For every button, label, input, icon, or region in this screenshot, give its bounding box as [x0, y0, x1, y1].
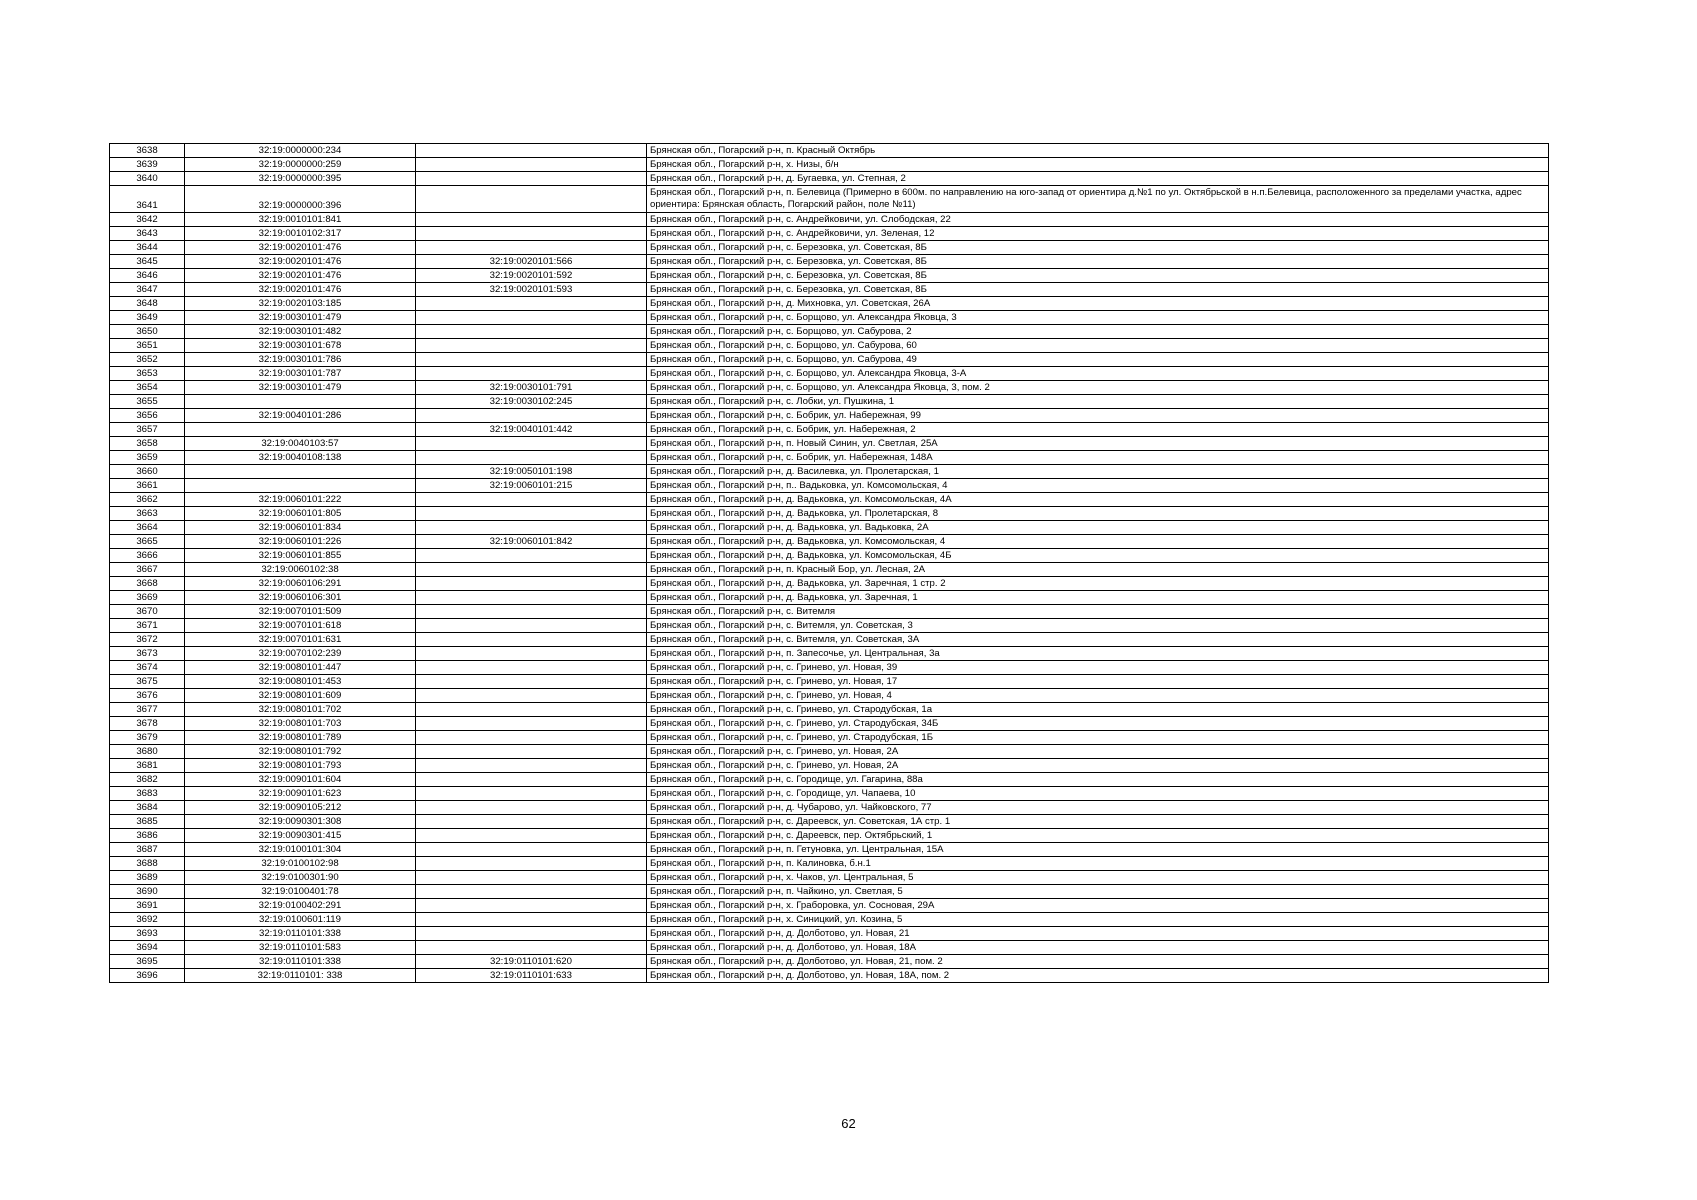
table-row: [110, 367, 1549, 381]
row-number-cell: 3648: [110, 297, 185, 311]
object-cadastral-number-cell: 32:19:0020101:566: [416, 255, 647, 269]
table-row: [110, 675, 1549, 689]
object-cadastral-number-cell: [416, 591, 647, 605]
row-number-cell: 3663: [110, 507, 185, 521]
address-cell: Брянская обл., Погарский р-н, п. Красный Октябрь: [647, 144, 1549, 158]
table-row: [110, 647, 1549, 661]
row-number-cell: 3659: [110, 451, 185, 465]
cadastral-number-cell: 32:19:0110101:583: [185, 941, 416, 955]
cadastral-number-cell: 32:19:0010101:841: [185, 213, 416, 227]
table-row: [110, 913, 1549, 927]
object-cadastral-number-cell: [416, 731, 647, 745]
address-cell: Брянская обл., Погарский р-н, п. Запесочье, ул. Центральная, 3а: [647, 647, 1549, 661]
row-number-cell: 3643: [110, 227, 185, 241]
object-cadastral-number-cell: [416, 507, 647, 521]
cadastral-number-cell: 32:19:0060102:38: [185, 563, 416, 577]
row-number-cell: 3660: [110, 465, 185, 479]
table-row: [110, 521, 1549, 535]
row-number-cell: 3670: [110, 605, 185, 619]
row-number-cell: 3692: [110, 913, 185, 927]
row-number-cell: 3656: [110, 409, 185, 423]
table-row: [110, 353, 1549, 367]
row-number-cell: 3654: [110, 381, 185, 395]
cadastral-number-cell: 32:19:0080101:793: [185, 759, 416, 773]
row-number-cell: 3688: [110, 857, 185, 871]
cadastral-number-cell: 32:19:0090105:212: [185, 801, 416, 815]
address-cell: Брянская обл., Погарский р-н, д. Чубарово, ул. Чайковского, 77: [647, 801, 1549, 815]
cadastral-number-cell: 32:19:0080101:702: [185, 703, 416, 717]
row-number-cell: 3679: [110, 731, 185, 745]
row-number-cell: 3664: [110, 521, 185, 535]
object-cadastral-number-cell: [416, 577, 647, 591]
table-row: [110, 759, 1549, 773]
table-row: [110, 269, 1549, 283]
object-cadastral-number-cell: [416, 144, 647, 158]
row-number-cell: 3686: [110, 829, 185, 843]
object-cadastral-number-cell: [416, 661, 647, 675]
row-number-cell: 3674: [110, 661, 185, 675]
row-number-cell: 3666: [110, 549, 185, 563]
table-row: [110, 144, 1549, 158]
address-cell: Брянская обл., Погарский р-н, д. Долботово, ул. Новая, 21: [647, 927, 1549, 941]
table-row: [110, 843, 1549, 857]
object-cadastral-number-cell: [416, 549, 647, 563]
address-cell: Брянская обл., Погарский р-н, с. Борщово, ул. Александра Яковца, 3-А: [647, 367, 1549, 381]
table-row: [110, 927, 1549, 941]
object-cadastral-number-cell: 32:19:0110101:620: [416, 955, 647, 969]
row-number-cell: 3680: [110, 745, 185, 759]
address-cell: Брянская обл., Погарский р-н, с. Гринево, ул. Стародубская, 1Б: [647, 731, 1549, 745]
table-row: [110, 591, 1549, 605]
address-cell: Брянская обл., Погарский р-н, с. Бобрик, ул. Набережная, 2: [647, 423, 1549, 437]
object-cadastral-number-cell: [416, 493, 647, 507]
cadastral-number-cell: 32:19:0110101:338: [185, 955, 416, 969]
row-number-cell: 3661: [110, 479, 185, 493]
address-cell: Брянская обл., Погарский р-н, с. Дареевск, ул. Советская, 1А стр. 1: [647, 815, 1549, 829]
object-cadastral-number-cell: [416, 857, 647, 871]
row-number-cell: 3639: [110, 158, 185, 172]
address-cell: Брянская обл., Погарский р-н, с. Бобрик, ул. Набережная, 99: [647, 409, 1549, 423]
address-cell: Брянская обл., Погарский р-н, с. Борщово, ул. Сабурова, 2: [647, 325, 1549, 339]
address-cell: Брянская обл., Погарский р-н, с. Витемля: [647, 605, 1549, 619]
table-row: [110, 787, 1549, 801]
row-number-cell: 3694: [110, 941, 185, 955]
table-row: [110, 381, 1549, 395]
cadastral-number-cell: 32:19:0080101:792: [185, 745, 416, 759]
object-cadastral-number-cell: 32:19:0040101:442: [416, 423, 647, 437]
object-cadastral-number-cell: [416, 815, 647, 829]
row-number-cell: 3665: [110, 535, 185, 549]
address-cell: Брянская обл., Погарский р-н, с. Лобки, ул. Пушкина, 1: [647, 395, 1549, 409]
cadastral-number-cell: [185, 395, 416, 409]
table-row: [110, 493, 1549, 507]
row-number-cell: 3645: [110, 255, 185, 269]
cadastral-number-cell: 32:19:0030101:678: [185, 339, 416, 353]
row-number-cell: 3684: [110, 801, 185, 815]
table-row: [110, 661, 1549, 675]
address-cell: Брянская обл., Погарский р-н, с. Березовка, ул. Советская, 8Б: [647, 255, 1549, 269]
table-row: [110, 969, 1549, 983]
object-cadastral-number-cell: [416, 829, 647, 843]
object-cadastral-number-cell: [416, 605, 647, 619]
address-cell: Брянская обл., Погарский р-н, с. Дареевск, пер. Октябрьский, 1: [647, 829, 1549, 843]
address-cell: Брянская обл., Погарский р-н, п. Калиновка, б.н.1: [647, 857, 1549, 871]
table-row: [110, 507, 1549, 521]
cadastral-number-cell: 32:19:0000000:396: [185, 186, 416, 213]
table-row: [110, 172, 1549, 186]
table-row: [110, 241, 1549, 255]
address-cell: Брянская обл., Погарский р-н, д. Вадьковка, ул. Пролетарская, 8: [647, 507, 1549, 521]
cadastral-number-cell: [185, 479, 416, 493]
address-cell: Брянская обл., Погарский р-н, с. Борщово, ул. Александра Яковца, 3, пом. 2: [647, 381, 1549, 395]
address-cell: Брянская обл., Погарский р-н, с. Березовка, ул. Советская, 8Б: [647, 241, 1549, 255]
table-row: [110, 158, 1549, 172]
table-row: [110, 213, 1549, 227]
table-row: [110, 773, 1549, 787]
object-cadastral-number-cell: [416, 186, 647, 213]
object-cadastral-number-cell: 32:19:0030102:245: [416, 395, 647, 409]
cadastral-number-cell: 32:19:0030101:482: [185, 325, 416, 339]
row-number-cell: 3653: [110, 367, 185, 381]
object-cadastral-number-cell: [416, 339, 647, 353]
object-cadastral-number-cell: [416, 745, 647, 759]
table-row: [110, 703, 1549, 717]
address-cell: Брянская обл., Погарский р-н, д. Вадьковка, ул. Комсомольская, 4: [647, 535, 1549, 549]
cadastral-number-cell: 32:19:0080101:447: [185, 661, 416, 675]
cadastral-number-cell: 32:19:0060101:226: [185, 535, 416, 549]
table-row: [110, 955, 1549, 969]
object-cadastral-number-cell: [416, 871, 647, 885]
object-cadastral-number-cell: [416, 297, 647, 311]
cadastral-number-cell: 32:19:0080101:703: [185, 717, 416, 731]
table-row: [110, 437, 1549, 451]
address-cell: Брянская обл., Погарский р-н, п. Новый Синин, ул. Светлая, 25А: [647, 437, 1549, 451]
object-cadastral-number-cell: [416, 158, 647, 172]
address-cell: Брянская обл., Погарский р-н, с. Гринево, ул. Стародубская, 34Б: [647, 717, 1549, 731]
row-number-cell: 3687: [110, 843, 185, 857]
cadastral-number-cell: 32:19:0090101:604: [185, 773, 416, 787]
cadastral-number-cell: 32:19:0040108:138: [185, 451, 416, 465]
object-cadastral-number-cell: [416, 913, 647, 927]
object-cadastral-number-cell: [416, 521, 647, 535]
row-number-cell: 3640: [110, 172, 185, 186]
address-cell: Брянская обл., Погарский р-н, п.. Вадьковка, ул. Комсомольская, 4: [647, 479, 1549, 493]
table-row: [110, 885, 1549, 899]
cadastral-number-cell: 32:19:0100101:304: [185, 843, 416, 857]
cadastral-number-cell: 32:19:0030101:479: [185, 311, 416, 325]
address-cell: Брянская обл., Погарский р-н, с. Гринево, ул. Новая, 39: [647, 661, 1549, 675]
table-row: [110, 227, 1549, 241]
object-cadastral-number-cell: [416, 843, 647, 857]
object-cadastral-number-cell: [416, 619, 647, 633]
cadastral-number-cell: 32:19:0020101:476: [185, 255, 416, 269]
cadastral-number-cell: 32:19:0100402:291: [185, 899, 416, 913]
address-cell: Брянская обл., Погарский р-н, с. Городище, ул. Чапаева, 10: [647, 787, 1549, 801]
table-row: [110, 339, 1549, 353]
object-cadastral-number-cell: [416, 353, 647, 367]
object-cadastral-number-cell: [416, 563, 647, 577]
cadastral-number-cell: 32:19:0030101:787: [185, 367, 416, 381]
address-cell: Брянская обл., Погарский р-н, д. Вадьковка, ул. Вадьковка, 2А: [647, 521, 1549, 535]
address-cell: Брянская обл., Погарский р-н, п. Красный Бор, ул. Лесная, 2А: [647, 563, 1549, 577]
row-number-cell: 3662: [110, 493, 185, 507]
address-cell: Брянская обл., Погарский р-н, с. Гринево, ул. Новая, 17: [647, 675, 1549, 689]
cadastral-number-cell: 32:19:0100601:119: [185, 913, 416, 927]
cadastral-number-cell: 32:19:0000000:259: [185, 158, 416, 172]
page-number: 62: [841, 1116, 856, 1131]
object-cadastral-number-cell: [416, 703, 647, 717]
object-cadastral-number-cell: [416, 689, 647, 703]
row-number-cell: 3646: [110, 269, 185, 283]
row-number-cell: 3691: [110, 899, 185, 913]
address-cell: Брянская обл., Погарский р-н, д. Вадьковка, ул. Комсомольская, 4А: [647, 493, 1549, 507]
table-row: [110, 745, 1549, 759]
address-cell: Брянская обл., Погарский р-н, д. Долботово, ул. Новая, 21, пом. 2: [647, 955, 1549, 969]
table-row: [110, 829, 1549, 843]
object-cadastral-number-cell: [416, 451, 647, 465]
table-row: [110, 451, 1549, 465]
object-cadastral-number-cell: [416, 213, 647, 227]
cadastral-number-cell: 32:19:0070101:618: [185, 619, 416, 633]
address-cell: Брянская обл., Погарский р-н, с. Андрейковичи, ул. Зеленая, 12: [647, 227, 1549, 241]
row-number-cell: 3689: [110, 871, 185, 885]
object-cadastral-number-cell: [416, 941, 647, 955]
object-cadastral-number-cell: 32:19:0060101:215: [416, 479, 647, 493]
cadastral-number-cell: 32:19:0060101:805: [185, 507, 416, 521]
object-cadastral-number-cell: 32:19:0060101:842: [416, 535, 647, 549]
object-cadastral-number-cell: 32:19:0110101:633: [416, 969, 647, 983]
address-cell: Брянская обл., Погарский р-н, х. Граборовка, ул. Сосновая, 29А: [647, 899, 1549, 913]
cadastral-number-cell: 32:19:0080101:789: [185, 731, 416, 745]
table-row: [110, 255, 1549, 269]
row-number-cell: 3644: [110, 241, 185, 255]
row-number-cell: 3638: [110, 144, 185, 158]
registry-table-body: [110, 144, 1549, 983]
table-row: [110, 325, 1549, 339]
cadastral-number-cell: 32:19:0080101:609: [185, 689, 416, 703]
cadastral-number-cell: 32:19:0090301:308: [185, 815, 416, 829]
address-cell: Брянская обл., Погарский р-н, д. Василевка, ул. Пролетарская, 1: [647, 465, 1549, 479]
cadastral-number-cell: 32:19:0060101:834: [185, 521, 416, 535]
object-cadastral-number-cell: [416, 227, 647, 241]
address-cell: Брянская обл., Погарский р-н, с. Городище, ул. Гагарина, 88а: [647, 773, 1549, 787]
cadastral-number-cell: [185, 465, 416, 479]
table-row: [110, 619, 1549, 633]
cadastral-number-cell: 32:19:0100102:98: [185, 857, 416, 871]
object-cadastral-number-cell: [416, 325, 647, 339]
table-row: [110, 549, 1549, 563]
address-cell: Брянская обл., Погарский р-н, д. Михновка, ул. Советская, 26А: [647, 297, 1549, 311]
cadastral-number-cell: 32:19:0040103:57: [185, 437, 416, 451]
address-cell: Брянская обл., Погарский р-н, п. Белевица (Примерно в 600м. по направлению на юго-запад от ориентира д.№1 по ул. Октябрьской в н.п.Белевица, расположенного за пределами участка, адрес ориентира: Брянская область, Погарский район, поле №11): [647, 186, 1549, 213]
cadastral-number-cell: 32:19:0070102:239: [185, 647, 416, 661]
address-cell: Брянская обл., Погарский р-н, с. Гринево, ул. Стародубская, 1а: [647, 703, 1549, 717]
address-cell: Брянская обл., Погарский р-н, х. Синицкий, ул. Козина, 5: [647, 913, 1549, 927]
address-cell: Брянская обл., Погарский р-н, с. Гринево, ул. Новая, 4: [647, 689, 1549, 703]
row-number-cell: 3668: [110, 577, 185, 591]
object-cadastral-number-cell: [416, 241, 647, 255]
table-row: [110, 731, 1549, 745]
table-row: [110, 563, 1549, 577]
address-cell: Брянская обл., Погарский р-н, д. Бугаевка, ул. Степная, 2: [647, 172, 1549, 186]
address-cell: Брянская обл., Погарский р-н, с. Витемля, ул. Советская, 3: [647, 619, 1549, 633]
table-row: [110, 717, 1549, 731]
cadastral-number-cell: 32:19:0020101:476: [185, 241, 416, 255]
table-row: [110, 871, 1549, 885]
address-cell: Брянская обл., Погарский р-н, х. Низы, б/н: [647, 158, 1549, 172]
address-cell: Брянская обл., Погарский р-н, с. Борщово, ул. Сабурова, 49: [647, 353, 1549, 367]
address-cell: Брянская обл., Погарский р-н, с. Бобрик, ул. Набережная, 148А: [647, 451, 1549, 465]
address-cell: Брянская обл., Погарский р-н, с. Березовка, ул. Советская, 8Б: [647, 283, 1549, 297]
table-row: [110, 409, 1549, 423]
row-number-cell: 3690: [110, 885, 185, 899]
table-row: [110, 186, 1549, 213]
cadastral-number-cell: 32:19:0110101:338: [185, 927, 416, 941]
registry-table: [109, 143, 1549, 983]
address-cell: Брянская обл., Погарский р-н, д. Долботово, ул. Новая, 18А, пом. 2: [647, 969, 1549, 983]
table-row: [110, 577, 1549, 591]
row-number-cell: 3655: [110, 395, 185, 409]
address-cell: Брянская обл., Погарский р-н, д. Вадьковка, ул. Заречная, 1: [647, 591, 1549, 605]
address-cell: Брянская обл., Погарский р-н, х. Чаков, ул. Центральная, 5: [647, 871, 1549, 885]
row-number-cell: 3652: [110, 353, 185, 367]
address-cell: Брянская обл., Погарский р-н, с. Гринево, ул. Новая, 2А: [647, 759, 1549, 773]
object-cadastral-number-cell: [416, 885, 647, 899]
object-cadastral-number-cell: [416, 647, 647, 661]
address-cell: Брянская обл., Погарский р-н, с. Борщово, ул. Александра Яковца, 3: [647, 311, 1549, 325]
cadastral-number-cell: 32:19:0070101:631: [185, 633, 416, 647]
row-number-cell: 3676: [110, 689, 185, 703]
table-row: [110, 689, 1549, 703]
row-number-cell: 3658: [110, 437, 185, 451]
cadastral-number-cell: 32:19:0060106:301: [185, 591, 416, 605]
row-number-cell: 3693: [110, 927, 185, 941]
cadastral-number-cell: 32:19:0100401:78: [185, 885, 416, 899]
cadastral-number-cell: 32:19:0080101:453: [185, 675, 416, 689]
table-row: [110, 815, 1549, 829]
cadastral-number-cell: 32:19:0060101:222: [185, 493, 416, 507]
row-number-cell: 3641: [110, 186, 185, 213]
cadastral-number-cell: 32:19:0090101:623: [185, 787, 416, 801]
cadastral-number-cell: 32:19:0060101:855: [185, 549, 416, 563]
row-number-cell: 3696: [110, 969, 185, 983]
object-cadastral-number-cell: [416, 367, 647, 381]
row-number-cell: 3649: [110, 311, 185, 325]
row-number-cell: 3669: [110, 591, 185, 605]
cadastral-number-cell: 32:19:0040101:286: [185, 409, 416, 423]
object-cadastral-number-cell: [416, 899, 647, 913]
row-number-cell: 3667: [110, 563, 185, 577]
object-cadastral-number-cell: [416, 801, 647, 815]
object-cadastral-number-cell: [416, 787, 647, 801]
object-cadastral-number-cell: [416, 927, 647, 941]
table-row: [110, 857, 1549, 871]
table-row: [110, 465, 1549, 479]
object-cadastral-number-cell: [416, 759, 647, 773]
object-cadastral-number-cell: [416, 675, 647, 689]
row-number-cell: 3682: [110, 773, 185, 787]
cadastral-number-cell: 32:19:0010102:317: [185, 227, 416, 241]
table-row: [110, 283, 1549, 297]
address-cell: Брянская обл., Погарский р-н, д. Долботово, ул. Новая, 18А: [647, 941, 1549, 955]
cadastral-number-cell: 32:19:0030101:786: [185, 353, 416, 367]
object-cadastral-number-cell: [416, 773, 647, 787]
row-number-cell: 3683: [110, 787, 185, 801]
row-number-cell: 3647: [110, 283, 185, 297]
object-cadastral-number-cell: [416, 717, 647, 731]
table-row: [110, 801, 1549, 815]
object-cadastral-number-cell: [416, 437, 647, 451]
table-row: [110, 297, 1549, 311]
row-number-cell: 3675: [110, 675, 185, 689]
cadastral-number-cell: 32:19:0060106:291: [185, 577, 416, 591]
row-number-cell: 3651: [110, 339, 185, 353]
table-row: [110, 605, 1549, 619]
address-cell: Брянская обл., Погарский р-н, с. Березовка, ул. Советская, 8Б: [647, 269, 1549, 283]
row-number-cell: 3673: [110, 647, 185, 661]
table-row: [110, 423, 1549, 437]
cadastral-number-cell: 32:19:0100301:90: [185, 871, 416, 885]
table-row: [110, 395, 1549, 409]
row-number-cell: 3672: [110, 633, 185, 647]
cadastral-number-cell: 32:19:0030101:479: [185, 381, 416, 395]
cadastral-number-cell: 32:19:0000000:395: [185, 172, 416, 186]
cadastral-number-cell: 32:19:0020101:476: [185, 283, 416, 297]
cadastral-number-cell: 32:19:0070101:509: [185, 605, 416, 619]
cadastral-number-cell: 32:19:0020103:185: [185, 297, 416, 311]
table-row: [110, 633, 1549, 647]
address-cell: Брянская обл., Погарский р-н, д. Вадьковка, ул. Заречная, 1 стр. 2: [647, 577, 1549, 591]
cadastral-number-cell: 32:19:0000000:234: [185, 144, 416, 158]
object-cadastral-number-cell: 32:19:0030101:791: [416, 381, 647, 395]
row-number-cell: 3678: [110, 717, 185, 731]
table-row: [110, 311, 1549, 325]
object-cadastral-number-cell: 32:19:0020101:592: [416, 269, 647, 283]
cadastral-number-cell: 32:19:0090301:415: [185, 829, 416, 843]
object-cadastral-number-cell: [416, 633, 647, 647]
table-row: [110, 479, 1549, 493]
address-cell: Брянская обл., Погарский р-н, с. Витемля, ул. Советская, 3А: [647, 633, 1549, 647]
object-cadastral-number-cell: [416, 311, 647, 325]
row-number-cell: 3685: [110, 815, 185, 829]
address-cell: Брянская обл., Погарский р-н, с. Андрейковичи, ул. Слободская, 22: [647, 213, 1549, 227]
table-row: [110, 941, 1549, 955]
row-number-cell: 3671: [110, 619, 185, 633]
address-cell: Брянская обл., Погарский р-н, с. Борщово, ул. Сабурова, 60: [647, 339, 1549, 353]
row-number-cell: 3642: [110, 213, 185, 227]
row-number-cell: 3681: [110, 759, 185, 773]
address-cell: Брянская обл., Погарский р-н, п. Гетуновка, ул. Центральная, 15А: [647, 843, 1549, 857]
cadastral-number-cell: 32:19:0110101: 338: [185, 969, 416, 983]
table-row: [110, 535, 1549, 549]
table-row: [110, 899, 1549, 913]
row-number-cell: 3657: [110, 423, 185, 437]
address-cell: Брянская обл., Погарский р-н, с. Гринево, ул. Новая, 2А: [647, 745, 1549, 759]
object-cadastral-number-cell: [416, 172, 647, 186]
object-cadastral-number-cell: 32:19:0050101:198: [416, 465, 647, 479]
address-cell: Брянская обл., Погарский р-н, д. Вадьковка, ул. Комсомольская, 4Б: [647, 549, 1549, 563]
object-cadastral-number-cell: [416, 409, 647, 423]
cadastral-number-cell: 32:19:0020101:476: [185, 269, 416, 283]
row-number-cell: 3695: [110, 955, 185, 969]
cadastral-number-cell: [185, 423, 416, 437]
row-number-cell: 3650: [110, 325, 185, 339]
address-cell: Брянская обл., Погарский р-н, п. Чайкино, ул. Светлая, 5: [647, 885, 1549, 899]
object-cadastral-number-cell: 32:19:0020101:593: [416, 283, 647, 297]
row-number-cell: 3677: [110, 703, 185, 717]
